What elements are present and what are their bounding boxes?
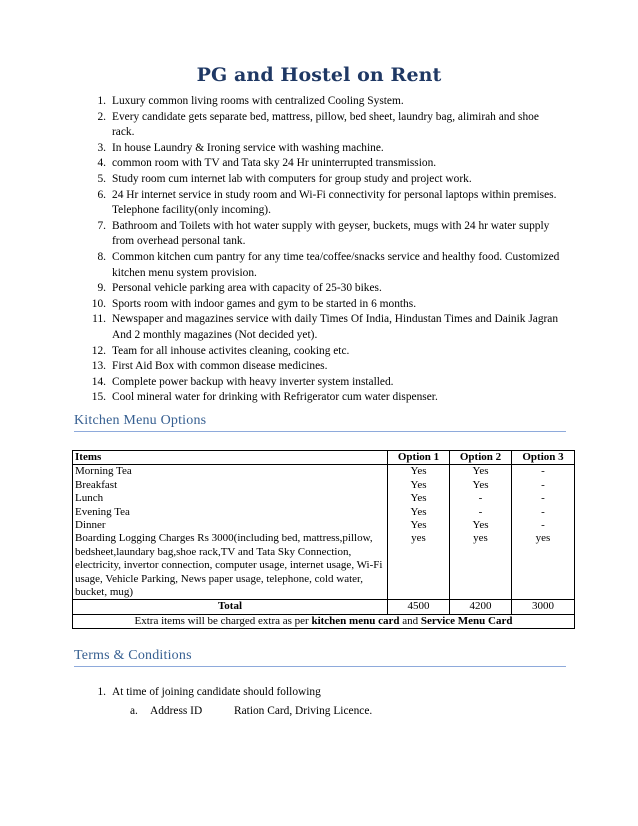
sub-item-letter: a. [130, 704, 138, 717]
list-item: In house Laundry & Ironing service with washing machine. [112, 141, 384, 154]
extra-charges-note [73, 614, 575, 628]
table-row [73, 465, 575, 479]
list-item: common room with TV and Tata sky 24 Hr uninterrupted transmission. [112, 157, 437, 170]
list-item: Complete power backup with heavy inverter system installed. [112, 375, 394, 388]
column-header-option-3: Option 3 [512, 451, 575, 465]
sub-item-label: Address ID [150, 704, 203, 717]
note-service-menu-card: Service Menu Card [420, 614, 513, 627]
page-title: PG and Hostel on Rent [196, 64, 442, 86]
option-3-cell: - [512, 492, 575, 505]
option-2-cell: Yes [450, 479, 512, 492]
table-row [73, 492, 575, 505]
option-2-cell: - [450, 506, 512, 519]
features-list [112, 94, 562, 406]
list-item: Luxury common living rooms with centralized Cooling System. [112, 95, 404, 107]
item-cell: Morning Tea [73, 465, 388, 479]
list-item: Bathroom and Toilets with hot water supply with geyser, buckets, mugs with 24 hr water supply from overhead personal tank. [112, 219, 550, 248]
list-item-number: 1. [97, 686, 106, 698]
option-3-cell: - [512, 519, 575, 532]
table-row [73, 532, 575, 600]
total-option-3: 3000 [512, 600, 575, 614]
list-item: Every candidate gets separate bed, mattress, pillow, bed sheet, laundry bag, alimirah and shoe rack. [112, 110, 539, 139]
list-item: Study room cum internet lab with computers for group study and project work. [112, 172, 472, 185]
terms-heading: Terms & Conditions [74, 648, 566, 667]
option-2-cell: Yes [450, 519, 512, 532]
total-row [73, 600, 575, 614]
option-1-cell: Yes [388, 492, 450, 505]
kitchen-menu-table [72, 450, 575, 629]
column-header-items: Items [73, 451, 388, 465]
item-cell: Boarding Logging Charges Rs 3000(including bed, mattress,pillow, bedsheet,laundary bag,shoe rack,TV and Tata Sky Connection, electricity, invertor connection, computer usage, internet usage, Wi-Fi usage, Vehicle Parking, News paper usage, telephone, cold water, bucket, mug) [73, 532, 388, 600]
sub-list-item [112, 704, 372, 720]
option-2-cell: yes [450, 532, 512, 600]
table-row [73, 519, 575, 532]
option-3-cell: yes [512, 532, 575, 600]
item-cell: Breakfast [73, 479, 388, 492]
sub-item-value: Ration Card, Driving Licence. [234, 704, 373, 717]
column-header-option-1: Option 1 [388, 451, 450, 465]
table-row [73, 506, 575, 519]
list-item: Sports room with indoor games and gym to be started in 6 months. [112, 297, 417, 310]
option-1-cell: Yes [388, 465, 450, 479]
list-item [97, 685, 373, 719]
column-header-option-2: Option 2 [450, 451, 512, 465]
list-item: Personal vehicle parking area with capacity of 25-30 bikes. [112, 282, 382, 295]
item-cell: Dinner [73, 519, 388, 532]
option-1-cell: yes [388, 532, 450, 600]
total-option-1: 4500 [388, 600, 450, 614]
terms-list [97, 685, 373, 719]
option-2-cell: - [450, 492, 512, 505]
list-item: Newspaper and magazines service with daily Times Of India, Hindustan Times and Dainik Jagran And 2 monthly magazines (Not decided yet). [112, 313, 559, 341]
list-item: First Aid Box with common disease medicines. [112, 360, 328, 373]
total-label: Total [73, 600, 388, 614]
option-2-cell: Yes [450, 465, 512, 479]
option-1-cell: Yes [388, 506, 450, 519]
item-cell: Evening Tea [73, 506, 388, 519]
option-3-cell: - [512, 506, 575, 519]
table-row [73, 479, 575, 492]
list-item: Cool mineral water for drinking with Refrigerator cum water dispenser. [112, 391, 438, 404]
option-3-cell: - [512, 465, 575, 479]
note-kitchen-menu-card: kitchen menu card [311, 614, 400, 627]
total-option-2: 4200 [450, 600, 512, 614]
kitchen-menu-heading: Kitchen Menu Options [74, 413, 566, 432]
list-item: Team for all inhouse activites cleaning, cooking etc. [112, 344, 350, 357]
list-item: Common kitchen cum pantry for any time tea/coffee/snacks service and healthy food. Customized kitchen menu system provision. [112, 250, 560, 279]
option-1-cell: Yes [388, 519, 450, 532]
option-3-cell: - [512, 479, 575, 492]
table-header-row [73, 451, 575, 465]
note-and: and [399, 614, 421, 627]
option-1-cell: Yes [388, 479, 450, 492]
note-prefix: Extra items will be charged extra as per [134, 614, 312, 627]
extra-charges-note-row [73, 614, 575, 628]
list-item: 24 Hr internet service in study room and Wi-Fi connectivity for personal laptops within premises. Telephone facility(only incoming). [112, 188, 557, 217]
list-item-text: At time of joining candidate should following [112, 686, 321, 698]
item-cell: Lunch [73, 492, 388, 505]
